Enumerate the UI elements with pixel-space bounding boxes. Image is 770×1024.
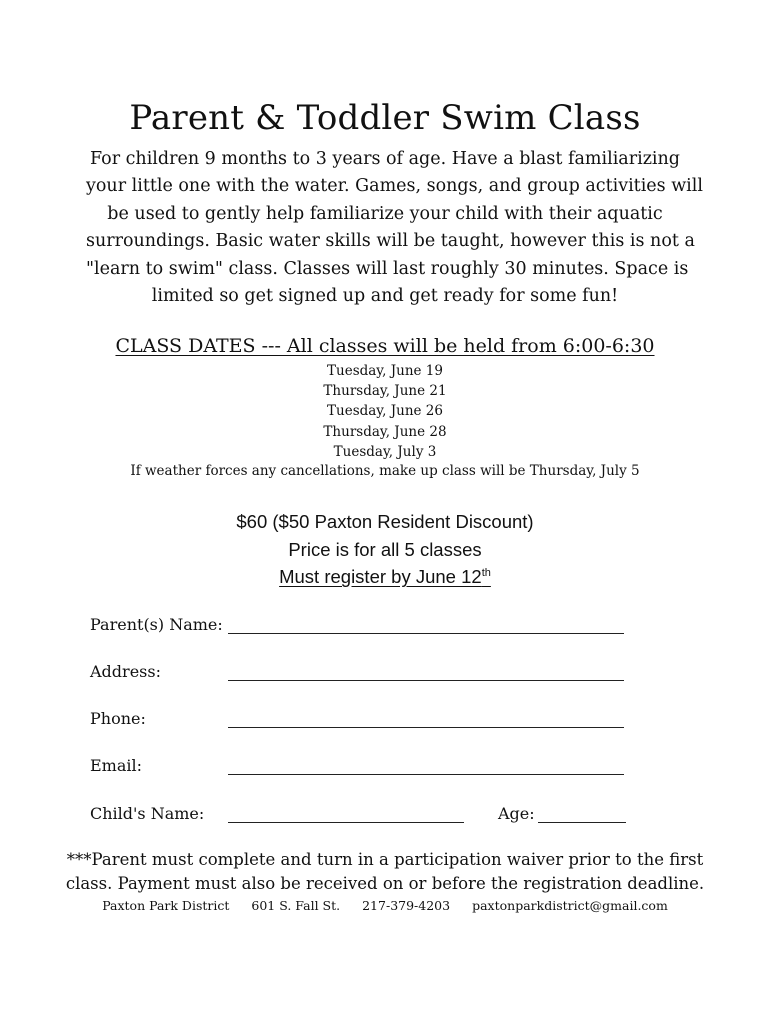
address-field[interactable] bbox=[228, 680, 624, 681]
price-coverage: Price is for all 5 classes bbox=[288, 538, 482, 560]
phone-number: 217-379-4203 bbox=[362, 898, 451, 913]
deadline-ordinal: th bbox=[481, 566, 491, 579]
class-date: Tuesday, June 19 bbox=[327, 363, 443, 379]
parent-name-field[interactable] bbox=[228, 633, 624, 634]
class-date: Tuesday, July 3 bbox=[333, 443, 437, 460]
waiver-note bbox=[0, 848, 770, 896]
class-date: Thursday, June 28 bbox=[323, 423, 447, 440]
price-text: $60 ($50 Paxton Resident Discount) bbox=[236, 511, 534, 532]
deadline-text: Must register by June 12 bbox=[279, 566, 482, 587]
email-row bbox=[90, 755, 630, 781]
phone-label: Phone: bbox=[90, 709, 146, 728]
email-label: Email: bbox=[90, 756, 143, 775]
waiver-note-line: ***Parent must complete and turn in a participation waiver prior to the first bbox=[66, 850, 704, 869]
email-field[interactable] bbox=[228, 774, 624, 775]
intro-line: For children 9 months to 3 years of age. Have a blast familiarizing bbox=[89, 149, 680, 169]
class-date: Tuesday, June 26 bbox=[327, 403, 443, 420]
contact-info bbox=[0, 897, 770, 915]
parent-name-row bbox=[90, 614, 630, 640]
organization-name: Paxton Park District bbox=[102, 898, 230, 913]
pricing-block bbox=[0, 508, 770, 591]
intro-paragraph bbox=[86, 146, 703, 310]
age-label: Age: bbox=[498, 804, 535, 823]
intro-line: surroundings. Basic water skills will be taught, however this is not a bbox=[86, 231, 695, 252]
registration-deadline bbox=[0, 563, 770, 591]
makeup-class-note: If weather forces any cancellations, make up class will be Thursday, July 5 bbox=[130, 463, 640, 479]
phone-row bbox=[90, 708, 630, 734]
page-title: Parent & Toddler Swim Class bbox=[129, 98, 641, 138]
address-row bbox=[90, 661, 630, 687]
child-name-label: Child's Name: bbox=[90, 804, 205, 823]
intro-line: limited so get signed up and get ready for some fun! bbox=[151, 286, 619, 307]
class-dates-list bbox=[0, 361, 770, 462]
contact-email: paxtonparkdistrict@gmail.com bbox=[472, 898, 668, 913]
intro-line: be used to gently help familiarize your child with their aquatic bbox=[107, 203, 663, 224]
child-name-row bbox=[90, 803, 630, 829]
class-dates-heading: CLASS DATES --- All classes will be held from 6:00-6:30 bbox=[115, 335, 655, 357]
parent-name-label: Parent(s) Name: bbox=[90, 615, 223, 634]
intro-line: your little one with the water. Games, songs, and group activities will bbox=[86, 176, 703, 197]
age-field[interactable] bbox=[538, 822, 626, 823]
address-label: Address: bbox=[90, 662, 161, 681]
street-address: 601 S. Fall St. bbox=[251, 898, 341, 913]
class-date: Thursday, June 21 bbox=[323, 383, 447, 400]
child-name-field[interactable] bbox=[228, 822, 464, 823]
intro-line: "learn to swim" class. Classes will last roughly 30 minutes. Space is bbox=[86, 258, 689, 279]
phone-field[interactable] bbox=[228, 727, 624, 728]
waiver-note-line: class. Payment must also be received on or before the registration deadline. bbox=[65, 874, 705, 893]
